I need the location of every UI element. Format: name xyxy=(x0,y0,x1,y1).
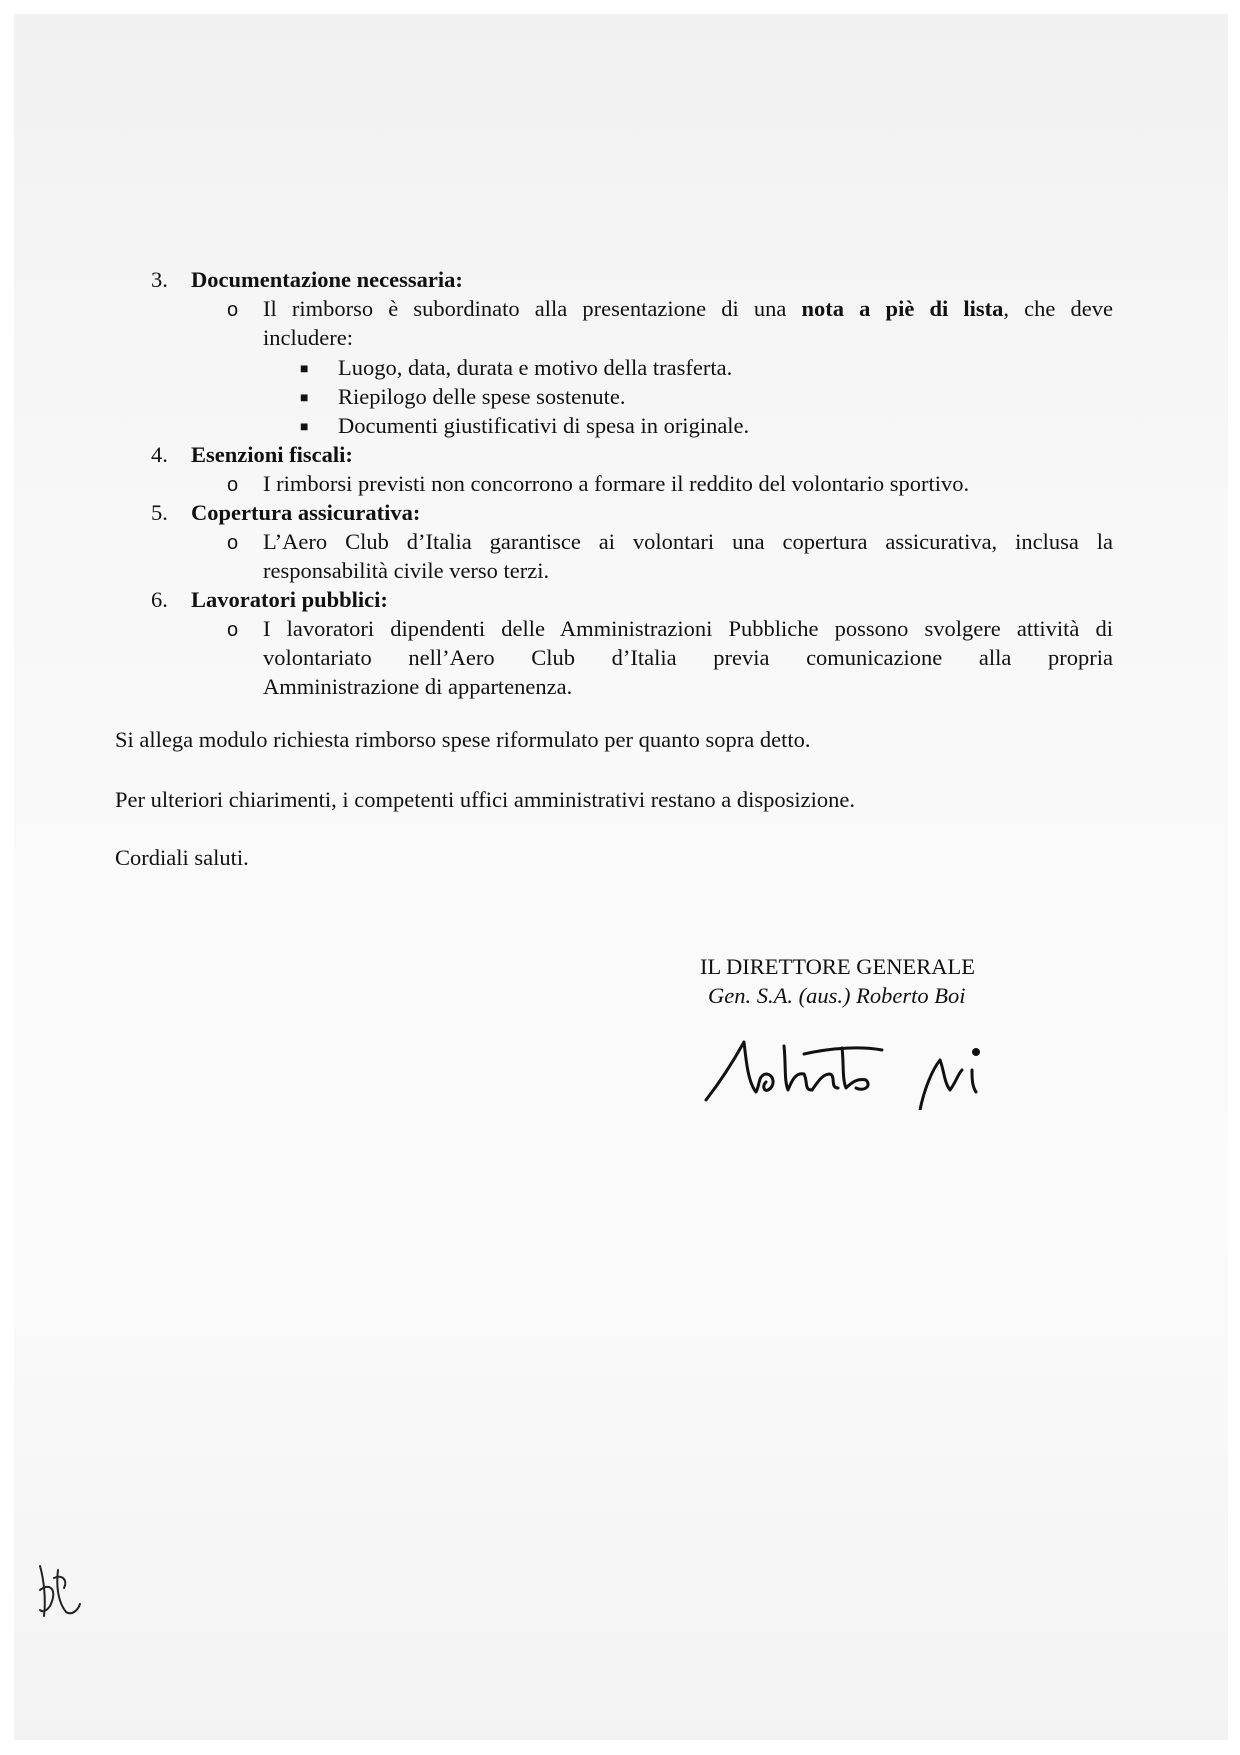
section-5-sub-line-2: responsabilità civile verso terzi. xyxy=(263,558,550,583)
section-3-text-bold: nota a piè di lista xyxy=(801,296,1004,321)
section-4-sub-marker: o xyxy=(227,474,239,496)
signature-block xyxy=(700,952,1020,1010)
section-6-sub-line-1: I lavoratori dipendenti delle Amministrazioni Pubbliche possono svolgere attività di xyxy=(263,616,1113,641)
section-5-title: Copertura assicurativa: xyxy=(191,500,421,525)
section-3-text-before: Il rimborso è subordinato alla presentazione di una xyxy=(263,296,802,321)
attachment-paragraph: Si allega modulo richiesta rimborso spese riformulato per quanto sopra detto. xyxy=(115,727,811,752)
section-6-sub-marker: o xyxy=(227,619,239,641)
section-3-text-after: , che deve xyxy=(1003,296,1113,321)
bullet-marker: ■ xyxy=(300,420,309,435)
signer-name: Gen. S.A. (aus.) Roberto Boi xyxy=(708,983,966,1008)
contact-paragraph: Per ulteriori chiarimenti, i competenti uffici amministrativi restano a disposizione. xyxy=(115,787,856,812)
bullet-marker: ■ xyxy=(300,362,309,377)
section-3-title: Documentazione necessaria: xyxy=(191,267,463,292)
closing-paragraph: Cordiali saluti. xyxy=(115,845,249,870)
section-5-sub-line-1: L’Aero Club d’Italia garantisce ai volontari una copertura assicurativa, inclusa la xyxy=(263,529,1113,554)
section-5-number: 5. xyxy=(151,500,168,525)
section-3-bullet-1: Luogo, data, durata e motivo della trasferta. xyxy=(338,355,733,380)
section-6-sub-text xyxy=(263,614,1113,701)
section-6-number: 6. xyxy=(151,587,168,612)
section-6-sub-line-2: volontariato nell’Aero Club d’Italia previa comunicazione alla propria xyxy=(263,645,1113,670)
section-5-sub-text xyxy=(263,527,1113,585)
section-3-sub-marker: o xyxy=(227,299,239,321)
handwritten-signature xyxy=(700,1030,1010,1110)
section-3-bullet-2: Riepilogo delle spese sostenute. xyxy=(338,384,626,409)
section-3-sub-line-1 xyxy=(263,294,1113,323)
section-4-title: Esenzioni fiscali: xyxy=(191,442,353,467)
section-3-number: 3. xyxy=(151,267,168,292)
handwritten-initials xyxy=(34,1560,84,1620)
section-5-sub-marker: o xyxy=(227,532,239,554)
section-3-sub-text xyxy=(263,294,1113,352)
signer-role: IL DIRETTORE GENERALE xyxy=(700,954,975,979)
section-4-number: 4. xyxy=(151,442,168,467)
section-3-bullet-3: Documenti giustificativi di spesa in originale. xyxy=(338,413,750,438)
section-6-sub-line-3: Amministrazione di appartenenza. xyxy=(263,674,573,699)
bullet-marker: ■ xyxy=(300,391,309,406)
section-4-sub-text: I rimborsi previsti non concorrono a formare il reddito del volontario sportivo. xyxy=(263,471,970,496)
section-6-title: Lavoratori pubblici: xyxy=(191,587,388,612)
section-3-sub-line-2: includere: xyxy=(263,325,353,350)
